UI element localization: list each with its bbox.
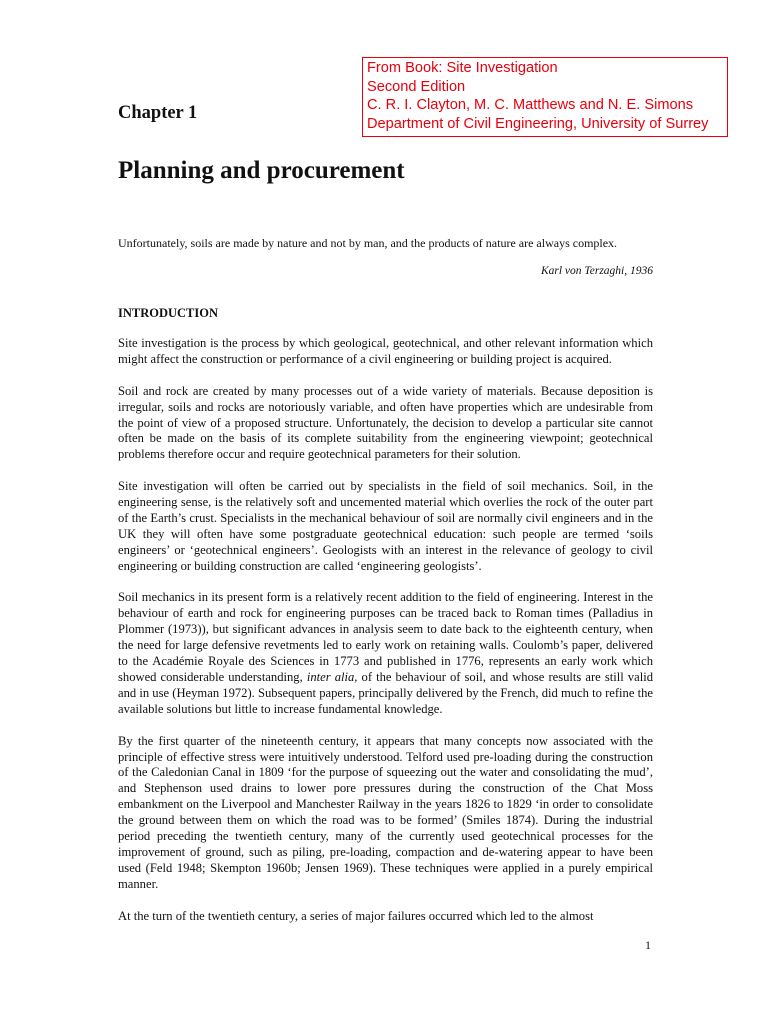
paragraph-1: Site investigation is the process by which geological, geotechnical, and other relevant information which might affect the construction or performance of a civil engineering or building project is acquired.: [118, 336, 653, 366]
paragraph-6: At the turn of the twentieth century, a series of major failures occurred which led to the almost: [118, 908, 594, 923]
source-line-authors: C. R. I. Clayton, M. C. Matthews and N. E. Simons: [367, 97, 694, 114]
paragraph-5: By the first quarter of the nineteenth century, it appears that many concepts now associated with the principle of effective stress were intuitively understood. Telford used pre-loading during the construction of the Caledonian Canal in 1809 ‘for the purpose of squeezing out the water and consolidating the mud’, and Stephenson used drains to lower pore pressures during the construction of the Chat Moss embankment on the Liverpool and Manchester Railway in the years 1826 to 1829 ‘in order to consolidate the ground between them on which the road was to be formed’ (Smiles 1874). During the industrial period preceding the twentieth century, many of the currently used geotechnical processes for the improvement of ground, such as piling, pre-loading, compaction and de-watering appear to have been used (Feld 1948; Skempton 1960b; Jensen 1969). These techniques were applied in a purely empirical manner.: [118, 733, 653, 891]
source-line-edition: Second Edition: [367, 78, 466, 95]
body-text: [118, 336, 653, 940]
paragraph-2: Soil and rock are created by many processes out of a wide variety of materials. Because deposition is irregular, soils and rocks are notoriously variable, and often have properties which are undesirable from the point of view of a proposed structure. Unfortunately, the decision to develop a particular site cannot often be made on the basis of its complete suitability from the engineering viewpoint; geotechnical problems therefore occur and require geotechnical parameters for their solution.: [118, 383, 653, 462]
chapter-label: Chapter 1: [118, 103, 198, 123]
epigraph-attribution: Karl von Terzaghi, 1936: [540, 265, 653, 277]
source-line-department: Department of Civil Engineering, University of Surrey: [367, 115, 709, 132]
epigraph-quote: Unfortunately, soils are made by nature and not by man, and the products of nature are always complex.: [118, 236, 618, 250]
paragraph-3: Site investigation will often be carried out by specialists in the field of soil mechanics. Soil, in the engineering sense, is the relatively soft and uncemented material which overlies the rock of the outer part of the Earth’s crust. Specialists in the mechanical behaviour of soil are normally civil engineers and in the UK they will often have some postgraduate geotechnical education: such people are termed ‘soils engineers’ or ‘geotechnical engineers’. Geologists with an interest in the relevance of geology to civil engineering or building construction are called ‘engineering geologists’.: [118, 479, 653, 573]
source-citation-box: [362, 57, 728, 137]
page-number: 1: [645, 938, 651, 952]
chapter-title: Planning and procurement: [118, 157, 405, 184]
paragraph-4: [118, 590, 653, 717]
paragraph-4-text-a: Soil mechanics in its present form is a relatively recent addition to the field of engineering. Interest in the behaviour of earth and rock for engineering purposes can be traced back to Roman times (Palladius in Plommer (1973)), but significant advances in analysis seem to date back to the eighteenth century, when the need for large defensive revetments led to early work on retaining walls. Coulomb’s paper, delivered to the Académie Royale des Sciences in 1773 and published in 1776, represents an early work which showed considerable understanding,: [118, 590, 653, 684]
paragraph-4-text-b: , of the behaviour of soil, and whose results are still valid and in use (Heyman 1972). Subsequent papers, principally delivered by the French, did much to refine the available solutions but little to increase fundamental knowledge.: [118, 669, 653, 716]
section-heading: INTRODUCTION: [118, 306, 219, 320]
paragraph-4-italic: inter alia: [306, 669, 355, 684]
source-line-book: From Book: Site Investigation: [367, 60, 558, 76]
